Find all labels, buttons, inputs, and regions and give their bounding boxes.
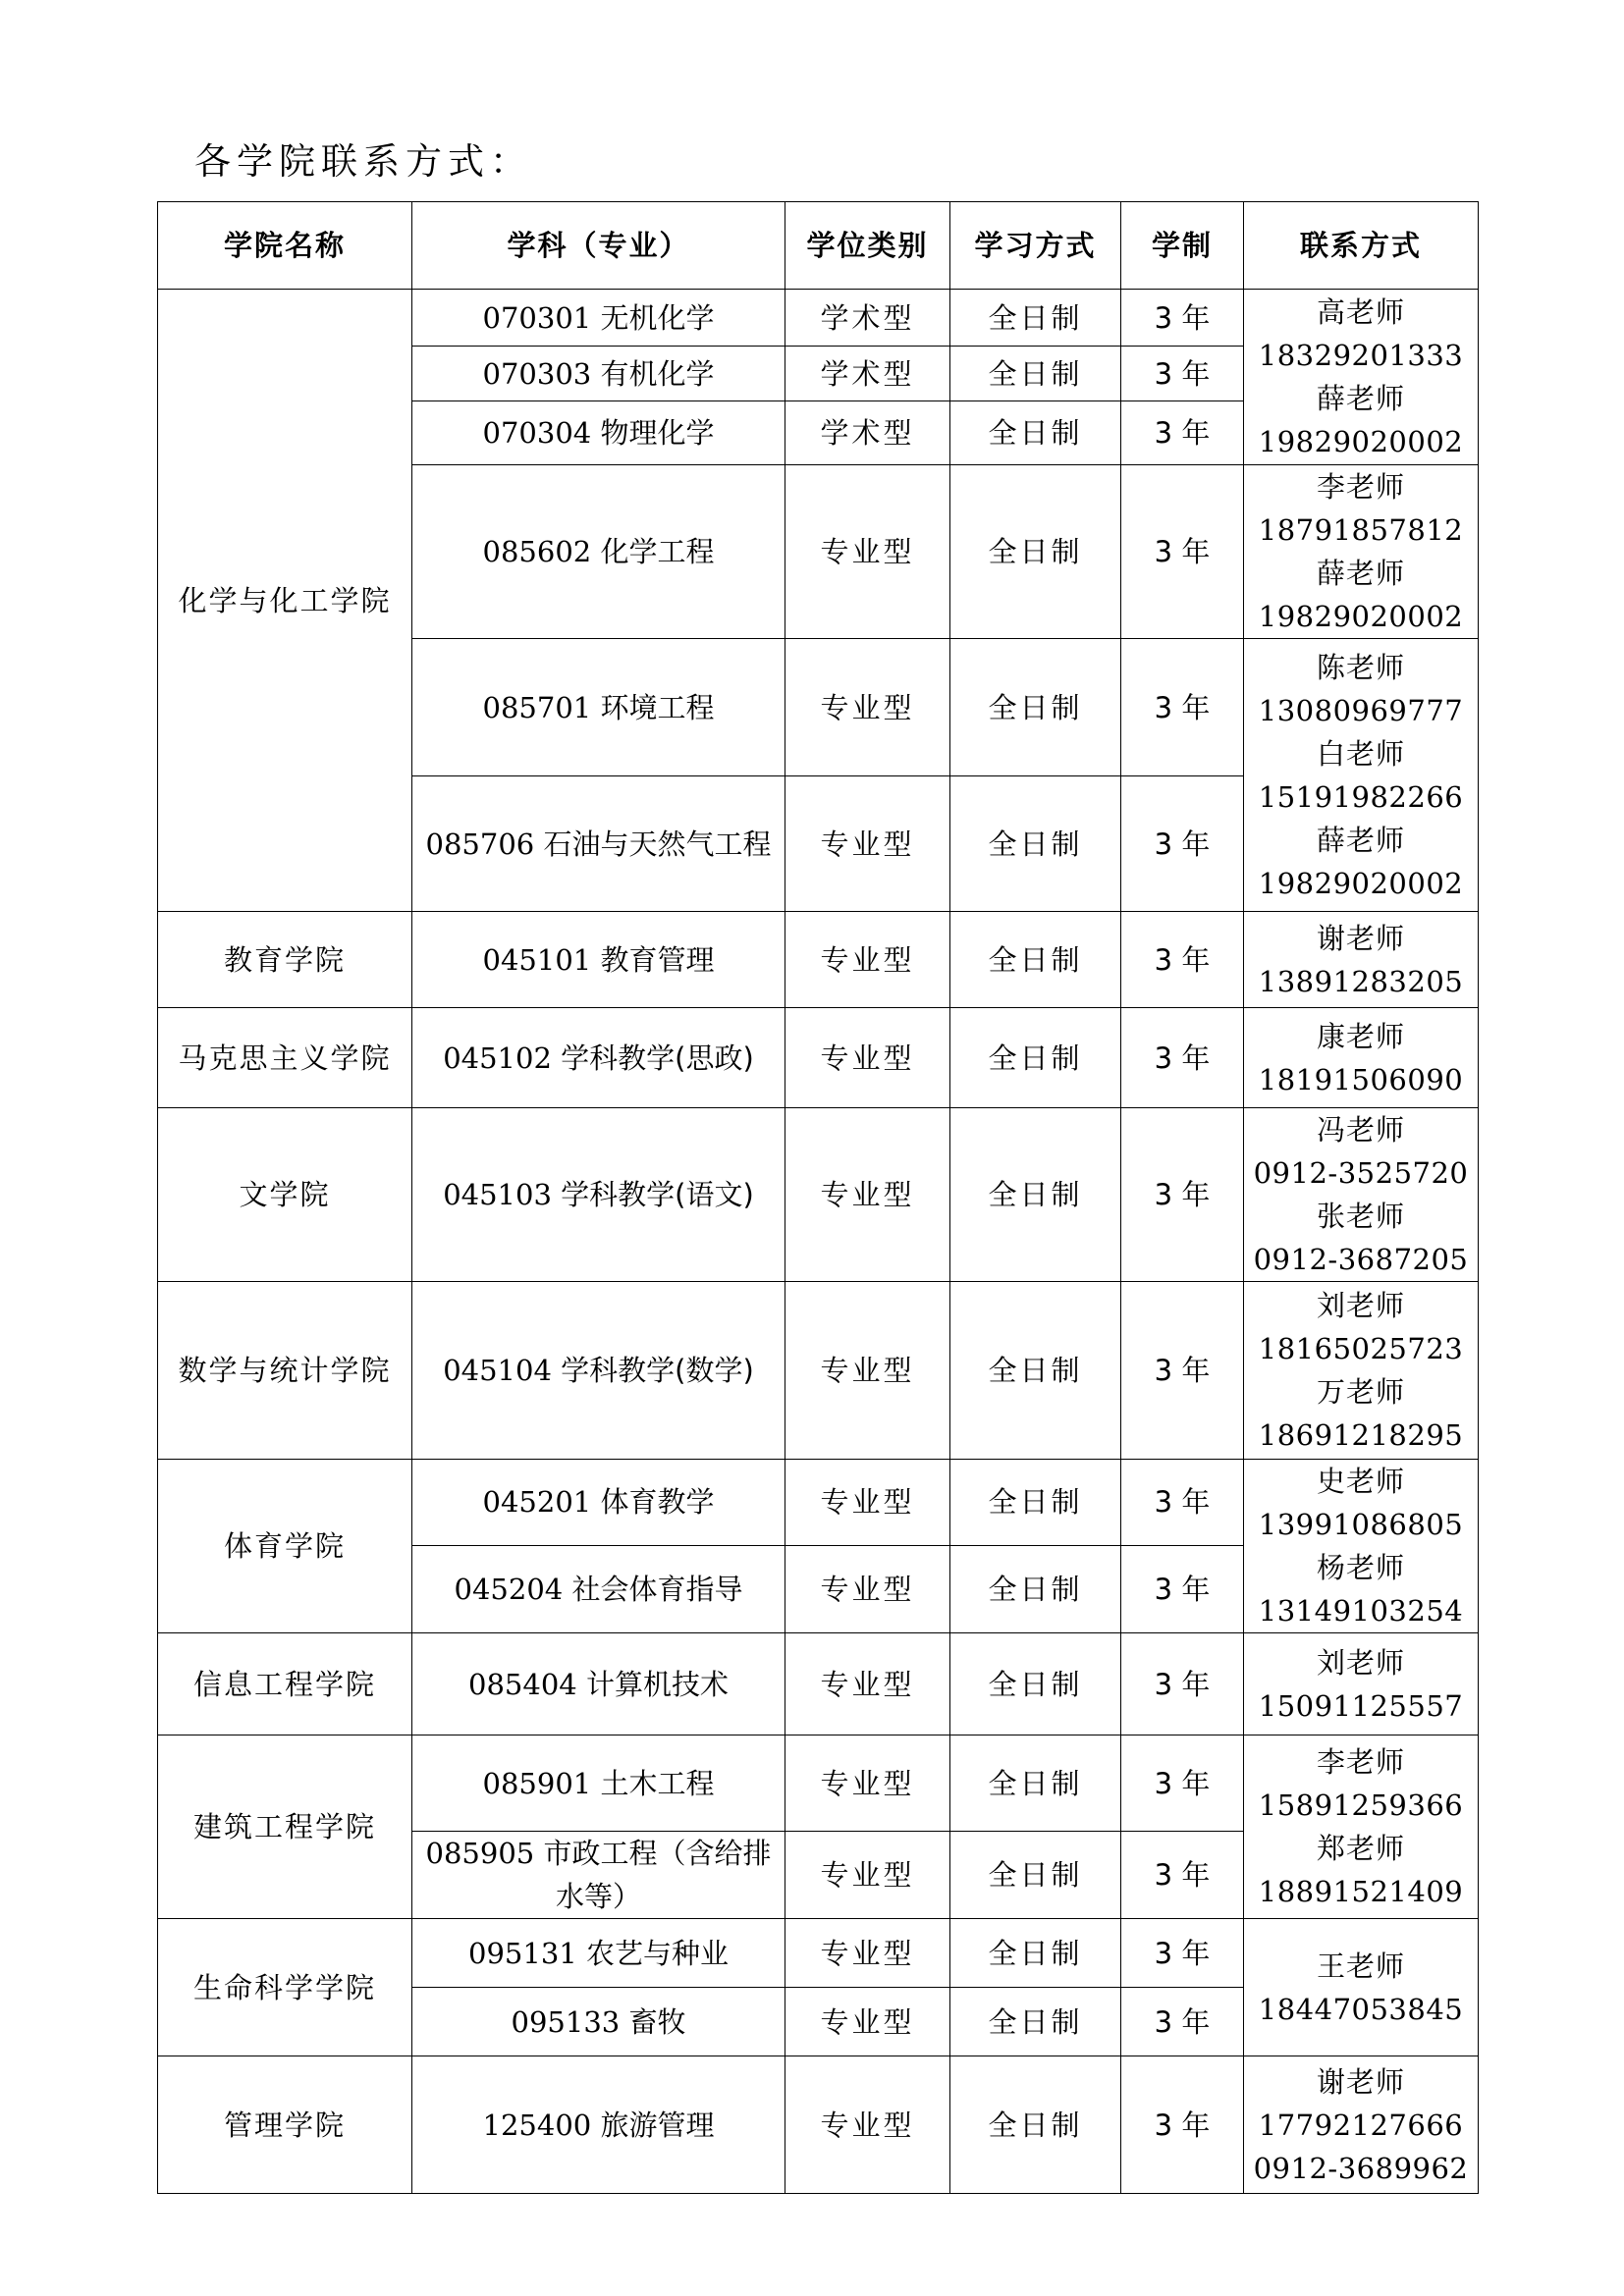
contact-person: 谢老师 [1316,921,1405,955]
subject-code: 085905 [425,1837,535,1870]
degree-type-cell: 专业型 [785,2056,950,2194]
degree-type-cell: 专业型 [785,1282,950,1460]
subject-cell [412,1282,785,1460]
college-name-cell: 教育学院 [158,912,412,1008]
degree-type-cell: 专业型 [785,1008,950,1108]
duration-cell: 3 年 [1121,1460,1244,1546]
contact-phone: 0912-3525720 [1253,1156,1469,1190]
subject-code: 045204 [454,1572,564,1606]
subject-name: 计算机技术 [585,1667,729,1701]
page-title: 各学院联系方式： [194,140,532,183]
degree-type-cell: 专业型 [785,639,950,776]
degree-type-cell: 专业型 [785,1735,950,1832]
duration-cell: 3 年 [1121,290,1244,347]
degree-type-cell: 学术型 [785,401,950,465]
contact-phone: 0912-3689962 [1253,2151,1469,2185]
college-name-cell: 管理学院 [158,2056,412,2194]
subject-cell [412,1735,785,1832]
contact-phone: 17792127666 [1258,2108,1464,2142]
subject-code: 085701 [482,690,592,724]
study-mode-cell: 全日制 [950,1735,1121,1832]
duration-cell: 3 年 [1121,1832,1244,1919]
contact-person: 张老师 [1316,1200,1405,1233]
duration-cell: 3 年 [1121,776,1244,912]
subject-cell [412,1633,785,1735]
degree-type-cell: 专业型 [785,776,950,912]
table-row [158,1735,1479,1832]
contact-phone: 13891283205 [1258,964,1464,998]
contact-cell [1244,1282,1479,1460]
contact-cell [1244,1008,1479,1108]
study-mode-cell: 全日制 [950,1008,1121,1108]
study-mode-cell: 全日制 [950,1460,1121,1546]
study-mode-cell: 全日制 [950,2056,1121,2194]
duration-cell: 3 年 [1121,639,1244,776]
subject-code: 045102 [443,1041,552,1075]
contact-cell [1244,639,1479,912]
subject-cell [412,347,785,401]
contact-person: 刘老师 [1316,1289,1405,1322]
degree-type-cell: 专业型 [785,1633,950,1735]
header-college: 学院名称 [158,202,412,290]
table-row [158,1008,1479,1108]
college-name-cell: 体育学院 [158,1460,412,1633]
degree-type-cell: 专业型 [785,1545,950,1632]
contact-cell [1244,465,1479,639]
subject-cell [412,465,785,639]
study-mode-cell: 全日制 [950,290,1121,347]
subject-name: 环境工程 [600,690,715,724]
degree-type-cell: 专业型 [785,912,950,1008]
table-row [158,1108,1479,1282]
subject-code: 070304 [482,416,592,450]
contact-cell [1244,1633,1479,1735]
subject-cell [412,401,785,465]
table-row [158,1460,1479,1546]
contact-phone: 15091125557 [1258,1688,1464,1723]
subject-cell [412,1108,785,1282]
duration-cell: 3 年 [1121,912,1244,1008]
table-row [158,1919,1479,1988]
contact-phone: 18165025723 [1258,1332,1464,1365]
subject-name: 学科教学(数学) [561,1354,754,1387]
contact-person: 史老师 [1316,1465,1405,1498]
subject-name: 土木工程 [600,1766,715,1800]
contact-cell [1244,912,1479,1008]
contact-cell [1244,2056,1479,2194]
contact-person: 谢老师 [1316,2064,1405,2099]
table-header-row [158,202,1479,290]
study-mode-cell: 全日制 [950,401,1121,465]
contact-phone: 18791857812 [1258,513,1464,547]
subject-code: 070301 [482,300,592,335]
degree-type-cell: 专业型 [785,1832,950,1919]
contact-phone: 19829020002 [1258,425,1464,458]
subject-name: 化学工程 [600,535,715,568]
duration-cell: 3 年 [1121,1735,1244,1832]
contact-phone: 19829020002 [1258,866,1464,900]
contact-phone: 15891259366 [1258,1789,1464,1822]
duration-cell: 3 年 [1121,347,1244,401]
college-name-cell: 数学与统计学院 [158,1282,412,1460]
subject-name: 有机化学 [600,356,715,391]
college-name-cell: 马克思主义学院 [158,1008,412,1108]
contact-person: 万老师 [1316,1375,1405,1409]
subject-code: 045201 [482,1485,592,1520]
college-name-cell: 生命科学学院 [158,1919,412,2056]
header-years: 学制 [1121,202,1244,290]
contact-cell [1244,1460,1479,1633]
contact-phone: 18447053845 [1258,1992,1464,2026]
header-contact: 联系方式 [1244,202,1479,290]
table-body [158,290,1479,2194]
subject-name: 无机化学 [600,300,715,335]
contact-person: 薛老师 [1316,823,1405,857]
subject-cell [412,1988,785,2056]
subject-name: 石油与天然气工程 [543,827,772,861]
study-mode-cell: 全日制 [950,1108,1121,1282]
duration-cell: 3 年 [1121,1545,1244,1632]
duration-cell: 3 年 [1121,1919,1244,1988]
duration-cell: 3 年 [1121,2056,1244,2194]
subject-cell [412,776,785,912]
subject-cell [412,1545,785,1632]
degree-type-cell: 学术型 [785,290,950,347]
contact-person: 康老师 [1316,1019,1405,1053]
contact-person: 杨老师 [1316,1551,1405,1584]
subject-name: 物理化学 [600,416,715,450]
table-row [158,1282,1479,1460]
study-mode-cell: 全日制 [950,1633,1121,1735]
header-subject: 学科（专业） [412,202,785,290]
subject-cell [412,2056,785,2194]
subject-cell [412,1460,785,1546]
subject-name: 体育教学 [600,1485,715,1520]
header-degree: 学位类别 [785,202,950,290]
contact-person: 郑老师 [1316,1832,1405,1865]
subject-name: 旅游管理 [600,2108,715,2142]
contact-person: 刘老师 [1316,1645,1405,1680]
subject-code: 095133 [511,2004,621,2039]
contact-phone: 19829020002 [1258,600,1464,633]
college-name-cell: 化学与化工学院 [158,290,412,912]
table-row [158,1633,1479,1735]
contact-phone: 13149103254 [1258,1594,1464,1628]
contact-cell [1244,1735,1479,1919]
study-mode-cell: 全日制 [950,465,1121,639]
subject-cell [412,290,785,347]
duration-cell: 3 年 [1121,1633,1244,1735]
contact-person: 李老师 [1316,1745,1405,1779]
study-mode-cell: 全日制 [950,1832,1121,1919]
contact-cell [1244,1919,1479,2056]
duration-cell: 3 年 [1121,1008,1244,1108]
duration-cell: 3 年 [1121,401,1244,465]
contact-table [157,201,1479,2194]
study-mode-cell: 全日制 [950,347,1121,401]
subject-code: 070303 [482,356,592,391]
contact-phone: 18691218295 [1258,1418,1464,1452]
degree-type-cell: 专业型 [785,465,950,639]
study-mode-cell: 全日制 [950,1919,1121,1988]
subject-cell [412,912,785,1008]
subject-cell [412,1008,785,1108]
study-mode-cell: 全日制 [950,912,1121,1008]
header-mode: 学习方式 [950,202,1121,290]
contact-cell [1244,1108,1479,1282]
duration-cell: 3 年 [1121,1282,1244,1460]
subject-cell [412,1832,785,1919]
study-mode-cell: 全日制 [950,639,1121,776]
subject-code: 125400 [482,2108,592,2142]
contact-phone: 18891521409 [1258,1875,1464,1908]
duration-cell: 3 年 [1121,465,1244,639]
contact-phone: 0912-3687205 [1253,1243,1469,1276]
subject-cell [412,639,785,776]
contact-person: 王老师 [1316,1949,1405,1983]
subject-code: 095131 [468,1936,577,1970]
subject-code: 045103 [443,1178,552,1211]
contact-person: 李老师 [1316,470,1405,504]
study-mode-cell: 全日制 [950,1988,1121,2056]
contact-person: 薛老师 [1316,557,1405,590]
subject-name: 畜牧 [628,2004,686,2039]
table-row [158,290,1479,347]
duration-cell: 3 年 [1121,1988,1244,2056]
contact-person: 白老师 [1316,736,1405,771]
degree-type-cell: 学术型 [785,347,950,401]
degree-type-cell: 专业型 [785,1108,950,1282]
subject-name: 学科教学(思政) [561,1041,754,1075]
subject-cell [412,1919,785,1988]
subject-code: 045101 [482,942,592,977]
contact-phone: 15191982266 [1258,779,1464,814]
study-mode-cell: 全日制 [950,776,1121,912]
contact-person: 冯老师 [1316,1113,1405,1147]
study-mode-cell: 全日制 [950,1282,1121,1460]
contact-phone: 13991086805 [1258,1508,1464,1541]
subject-code: 045104 [443,1354,552,1387]
contact-phone: 18191506090 [1258,1062,1464,1096]
contact-person: 薛老师 [1316,382,1405,415]
college-name-cell: 信息工程学院 [158,1633,412,1735]
subject-name: 教育管理 [600,942,715,977]
degree-type-cell: 专业型 [785,1460,950,1546]
contact-person: 陈老师 [1316,650,1405,684]
subject-name: 社会体育指导 [571,1572,743,1606]
subject-code: 085404 [468,1667,577,1701]
subject-name: 学科教学(语文) [561,1178,754,1211]
contact-cell [1244,290,1479,465]
degree-type-cell: 专业型 [785,1919,950,1988]
duration-cell: 3 年 [1121,1108,1244,1282]
study-mode-cell: 全日制 [950,1545,1121,1632]
contact-phone: 13080969777 [1258,693,1464,727]
college-name-cell: 文学院 [158,1108,412,1282]
degree-type-cell: 专业型 [785,1988,950,2056]
contact-phone: 18329201333 [1258,339,1464,372]
subject-name: 市政工程（含给排水等） [543,1837,772,1913]
subject-code: 085901 [482,1766,592,1800]
subject-name: 农艺与种业 [585,1936,729,1970]
college-name-cell: 建筑工程学院 [158,1735,412,1919]
contact-person: 高老师 [1316,295,1405,329]
table-row [158,912,1479,1008]
subject-code: 085706 [425,827,535,861]
table-row [158,2056,1479,2194]
subject-code: 085602 [482,535,592,568]
